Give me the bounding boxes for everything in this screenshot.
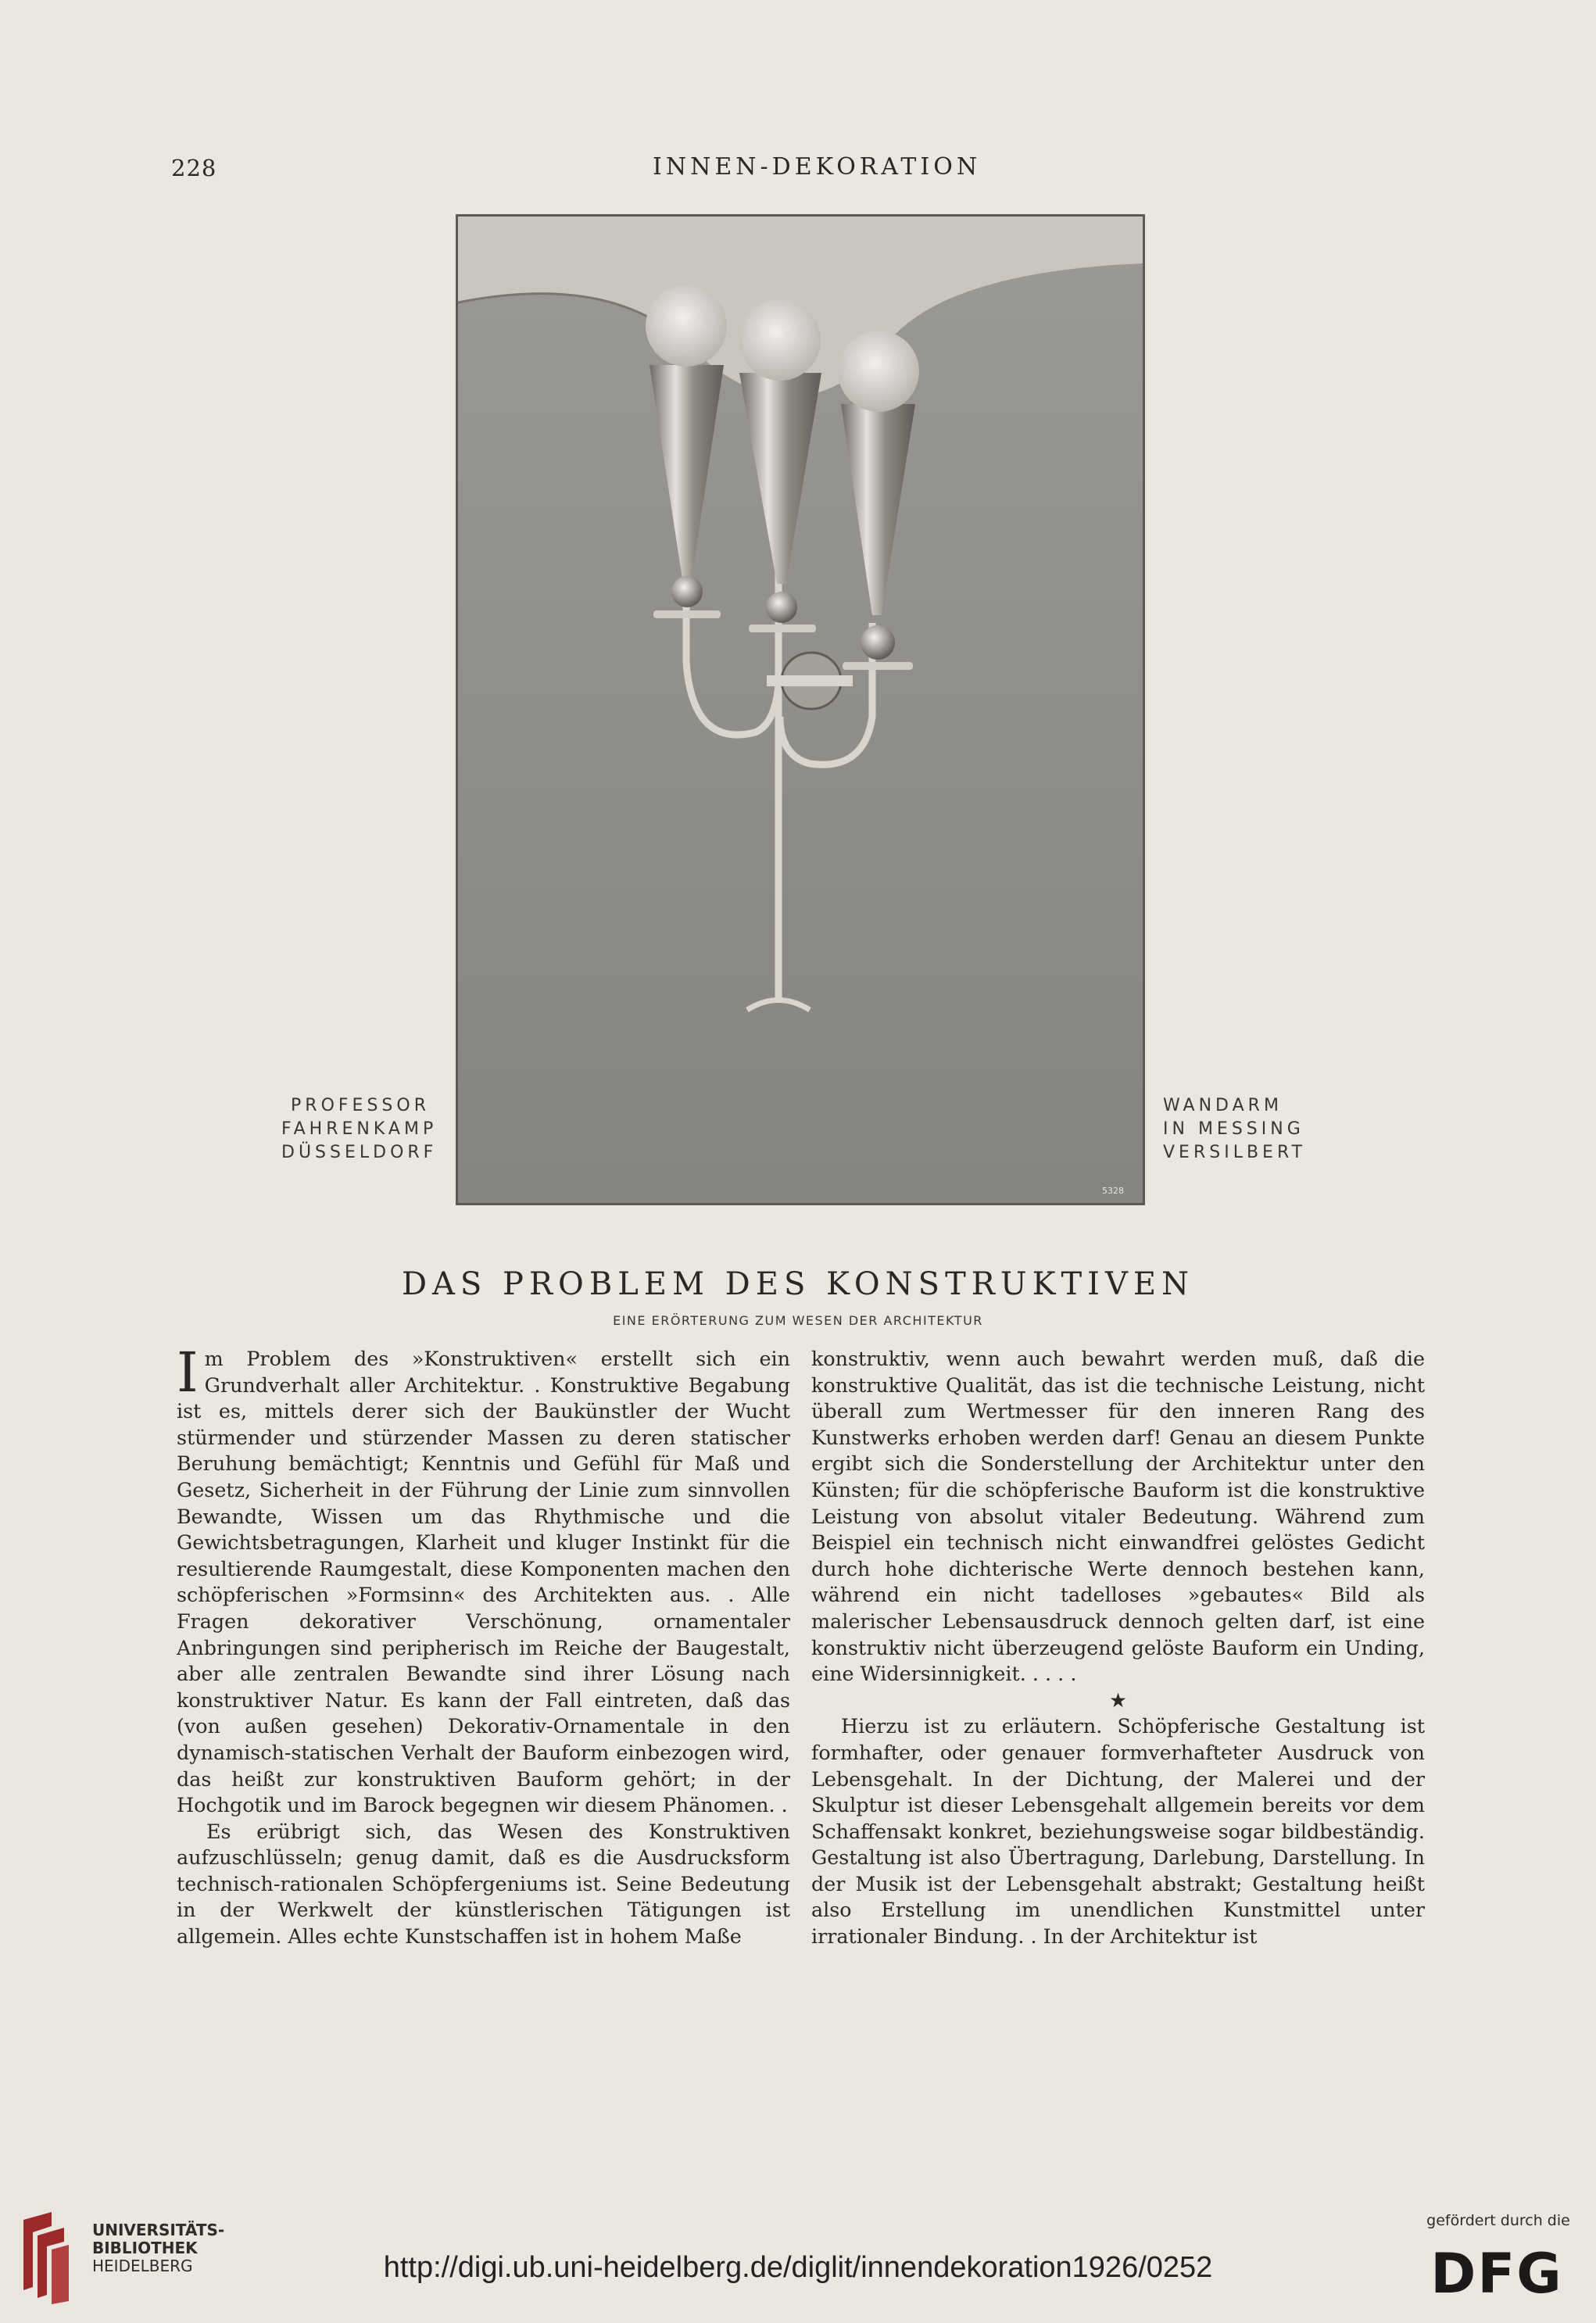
dfg-logo: DFG [1430, 2242, 1563, 2306]
paragraph-constructive: konstruktiv, wenn auch bewahrt werden muß, daß die konstruktive Qualität, das ist die technische Leistung, nicht überall zum Wertmesser für den inneren Rang des Kunstwerks erhoben werden darf! Genau an diesem Punkte ergibt sich die Sonderstellung der Architektur unter den Künsten; für die schöpferische Bauform ist die konstruktive Leistung von absolut vitaler Bedeutung. Während zum Beispiel ein technisch nicht einwandfrei gelöstes Gedicht durch hohe dichterische Werte dennoch bestehen kann, während ein nicht tadelloses »gebautes« Bild als malerischer Lebensausdruck dennoch gelten darf, ist eine konstruktiv nicht überzeugend gelöste Bauform ein Unding, eine Widersinnigkeit. . . . . [811, 1347, 1425, 1686]
article-subtitle: EINE ERÖRTERUNG ZUM WESEN DER ARCHITEKTUR [613, 1313, 983, 1328]
library-name-line-3: HEIDELBERG [92, 2257, 193, 2275]
photo-wall-lamp [456, 214, 1145, 1205]
caption-right-line-2: IN MESSING [1163, 1119, 1304, 1139]
photo-negative-number: 5328 [1102, 1186, 1124, 1196]
article-title: DAS PROBLEM DES KONSTRUKTIVEN [401, 1266, 1195, 1302]
caption-right-line-3: VERSILBERT [1163, 1143, 1307, 1162]
text-column-right [811, 1346, 1425, 1950]
permalink-url[interactable]: http://digi.ub.uni-heidelberg.de/diglit/innendekoration1926/0252 [383, 2251, 1213, 2284]
section-separator: ★ [1109, 1688, 1127, 1712]
text-column-left [177, 1340, 790, 1950]
caption-left-line-1: PROFESSOR [291, 1096, 430, 1115]
caption-right-line-1: WANDARM [1163, 1096, 1283, 1115]
paragraph-intro [177, 1340, 790, 1819]
library-name-line-1: UNIVERSITÄTS- [92, 2221, 225, 2239]
paragraph-essence: Es erübrigt sich, das Wesen des Konstruktiven aufzuschlüsseln; genug damit, daß es die Ausdrucksform technisch-rationalen Schöpfergeniums ist. Seine Bedeutung in der Werkwelt der künstlerischen Tätigungen ist allgemein. Alles echte Kunstschaffen ist in hohem Maße [177, 1819, 790, 1949]
caption-left-line-3: DÜSSELDORF [281, 1143, 438, 1162]
caption-object [1163, 1094, 1335, 1165]
drop-cap: I [177, 1340, 199, 1405]
library-name-line-2: BIBLIOTHEK [92, 2239, 198, 2257]
caption-left-line-2: FAHRENKAMP [281, 1119, 438, 1139]
paragraph-explanation: Hierzu ist zu erläutern. Schöpferische Gestaltung ist formhafter, oder genauer formverhafteter Ausdruck von Lebensgehalt. In der Dichtung, der Malerei und der Skulptur ist dieser Lebensgehalt allgemein bereits vor dem Schaffensakt konkret, beziehungsweise sogar bildbeständig. Gestaltung ist also Übertragung, Darlebung, Darstellung. In der Musik ist der Lebensgehalt abstrakt; Gestaltung heißt also Erstellung im unendlichen Kunstmittel unter irrationaler Bindung. . In der Architektur ist [811, 1714, 1425, 1949]
funding-label: gefördert durch die [1426, 2212, 1570, 2229]
page-number: 228 [171, 155, 217, 181]
running-title: INNEN-DEKORATION [653, 153, 982, 181]
rosette-bracket [767, 675, 853, 686]
paragraph-intro-text: m Problem des »Konstruktiven« erstellt sich ein Grundverhalt aller Architektur. . Konstruktive Begabung ist es, mittels derer sich der Baukünstler der Wucht stürmender und stürzender Massen zu deren statischer Beruhung bemächtigt; Kenntnis und Gefühl für Maß und Gesetz, Sicherheit in der Führung der Linie zum sinnvollen Bewandte, Wissen um das Rhythmische und die Gewichtsbetragungen, Klarheit und kluger Instinkt für die resultierende Raumgestalt, diese Komponenten machen den schöpferischen »Formsinn« des Architekten aus. . Alle Fragen dekorativer Verschönung, ornamentaler Anbringungen sind peripherisch im Reiche der Baugestalt, aber alle zentralen Bewandte sind ihrer Lösung nach konstruktiver Natur. Es kann der Fall eintreten, daß das (von außen gesehen) Dekorativ-Ornamentale in den dynamisch-statischen Verhalt der Bauform einbezogen wird, das heißt zur konstruktiven Bauform gehört; in der Hochgotik und im Barock begegnen wir diesem Phänomen. . [177, 1347, 790, 1817]
caption-photographer [281, 1094, 438, 1165]
